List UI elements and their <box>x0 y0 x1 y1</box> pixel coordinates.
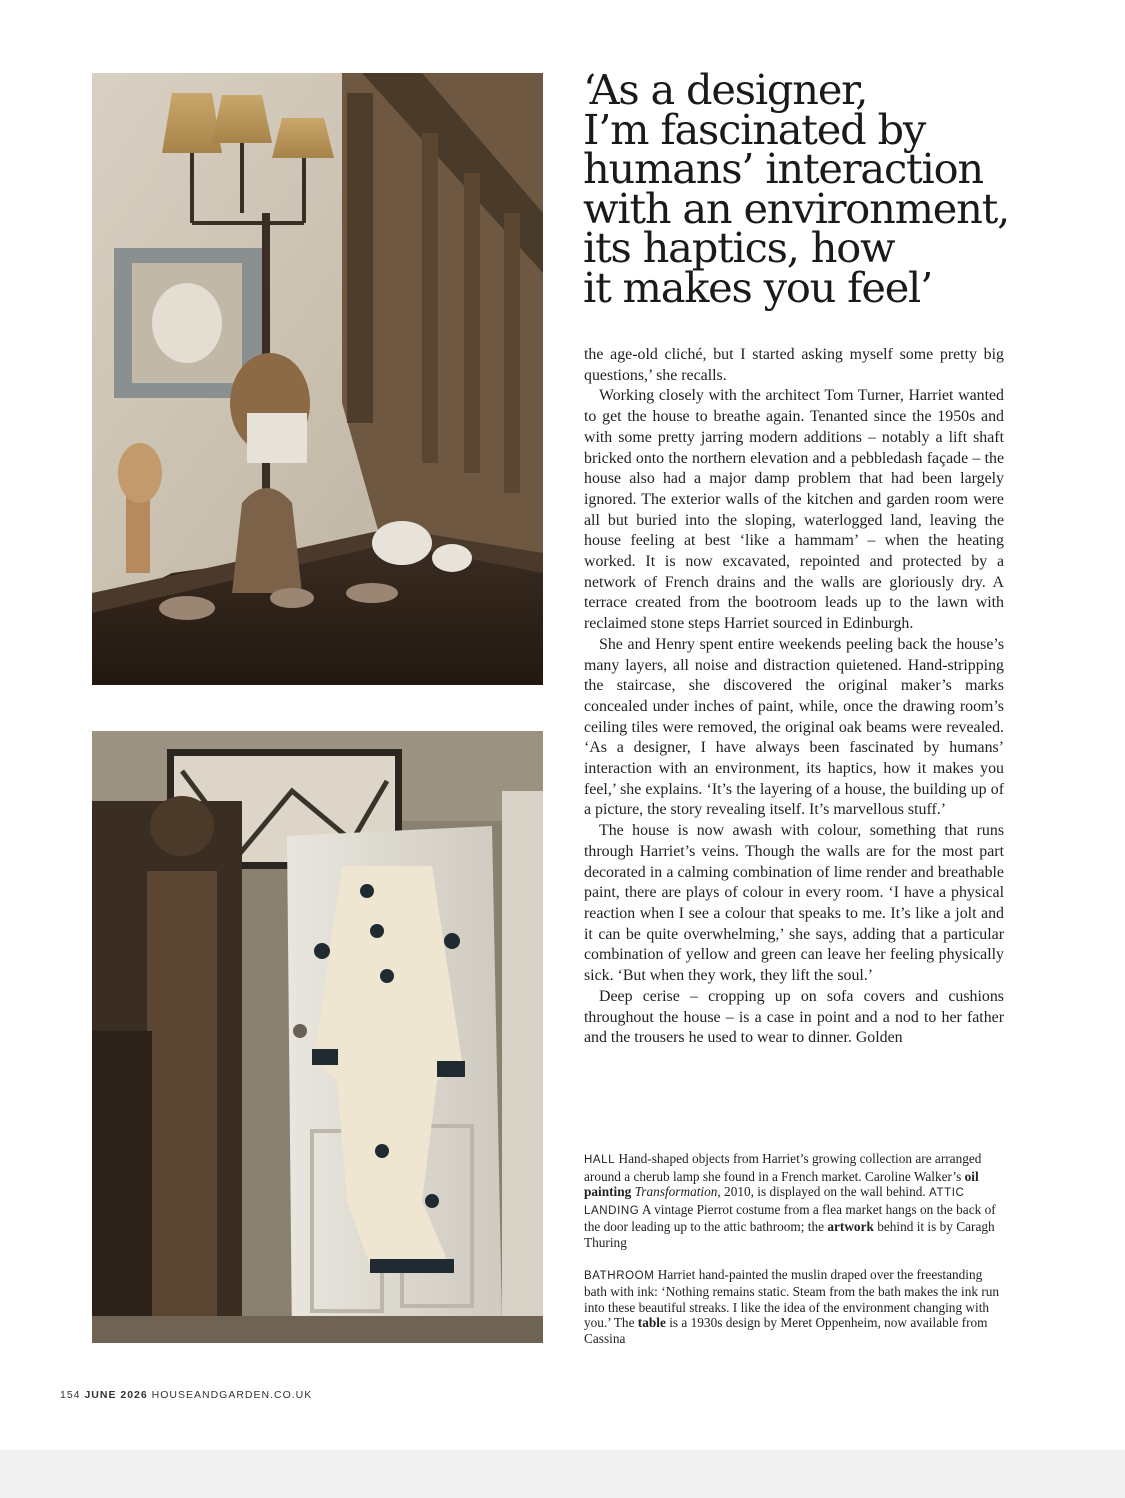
caption-text: A vintage Pierrot costume from a flea market hangs on the back of the door leading up to the attic bathroom; the <box>584 1201 996 1235</box>
caption-label-hall: HALL <box>584 1154 616 1166</box>
pull-quote-line: its haptics, how <box>583 223 895 272</box>
caption-italic: Transformation <box>634 1184 718 1200</box>
caption-text: is a 1930s design by Meret Oppenheim, now available from Cassina <box>584 1315 988 1346</box>
pull-quote-line: it makes you feel’ <box>583 262 933 312</box>
pull-quote-line: I’m fascinated by <box>583 104 926 154</box>
pull-quote <box>583 65 1023 312</box>
pull-quote-line: with an environment, <box>583 183 1010 233</box>
caption-bold: oil painting <box>584 1168 979 1200</box>
body-paragraph: The house is now awash with colour, something that runs through Harriet’s veins. Though the walls are for the most part decorated in a calming combination of lime render and breathable paint, there are plays of colour in every room. ‘I have a physical reaction when I see a colour that speaks to me. It’s like a jolt and it can be quite overwhelming,’ she says, adding that a particular combination of yellow and green can leave her feeling physically sick. ‘But when they work, they lift the soul.’ <box>584 822 1004 985</box>
caption-bathroom <box>584 1267 1004 1347</box>
caption-text: Hand-shaped objects from Harriet’s growing collection are arranged around a cherub lamp she found in a French market. Caroline Walker’s <box>584 1151 982 1184</box>
page-folio <box>60 1389 312 1401</box>
body-paragraph: She and Henry spent entire weekends peeling back the house’s many layers, all noise and distraction quietened. Hand-stripping the staircase, she discovered the original maker’s marks concealed under inches of paint, while, once the drawing room’s ceiling tiles were removed, the original oak beams were revealed. ‘As a designer, I have always been fascinated by humans’ interaction with an environment, its haptics, how it makes you feel,’ she explains. ‘It’s the layering of a house, the building up of a picture, the story revealing itself. It’s marvellous stuff.’ <box>584 635 1004 819</box>
pull-quote-line: ‘As a designer, <box>583 65 868 114</box>
caption-bold: table <box>637 1315 666 1331</box>
caption-label-attic: ATTIC LANDING <box>584 1187 965 1217</box>
caption-text: Harriet hand-painted the muslin draped over the freestanding bath with ink: ‘Nothing remains static. Steam from the bath makes the ink run into these beautiful streaks. I like the idea of the environment changing with you.’ The <box>584 1266 1000 1331</box>
caption-label-bathroom: BATHROOM <box>584 1269 655 1282</box>
hall-photo-illustration <box>92 73 543 685</box>
photo-captions <box>584 1151 1004 1363</box>
caption-hall-attic <box>584 1151 1004 1251</box>
attic-photo-illustration <box>92 731 543 1343</box>
attic-landing-photo <box>92 731 543 1343</box>
body-paragraph: Working closely with the architect Tom Turner, Harriet wanted to get the house to breathe again. Tenanted since the 1950s and with some pretty jarring modern additions – notably a lift shaft bricked onto the northern elevation and a pebbledash façade – the house also had a major damp problem that had been largely ignored. The exterior walls of the kitchen and garden room were all but buried into the sloping, waterlogged land, leaving the house feeling at best ‘like a hammam’ – when the heating worked. It is now excavated, repointed and protected by a network of French drains and the walls are gloriously dry. A terrace created from the bootroom leads up to the lawn with reclaimed stone steps Harriet sourced in Edinburgh. <box>584 387 1004 633</box>
website: HOUSEANDGARDEN.CO.UK <box>151 1389 313 1401</box>
caption-text: behind it is by Caragh Thuring <box>584 1219 995 1250</box>
page-number: 154 <box>60 1389 81 1401</box>
issue-date: JUNE 2026 <box>84 1389 148 1401</box>
pull-quote-line: humans’ interaction <box>583 144 983 193</box>
caption-text: , 2010, is displayed on the wall behind. <box>717 1184 930 1200</box>
hall-photo <box>92 73 543 685</box>
body-paragraph: Deep cerise – cropping up on sofa covers and cushions throughout the house – is a case in point and a nod to her father and the trousers he used to wear to dinner. Golden <box>584 987 1004 1047</box>
caption-bold: artwork <box>827 1219 874 1235</box>
article-body <box>584 345 1004 1049</box>
body-paragraph: the age-old cliché, but I started asking myself some pretty big questions,’ she recalls. <box>584 346 1004 384</box>
